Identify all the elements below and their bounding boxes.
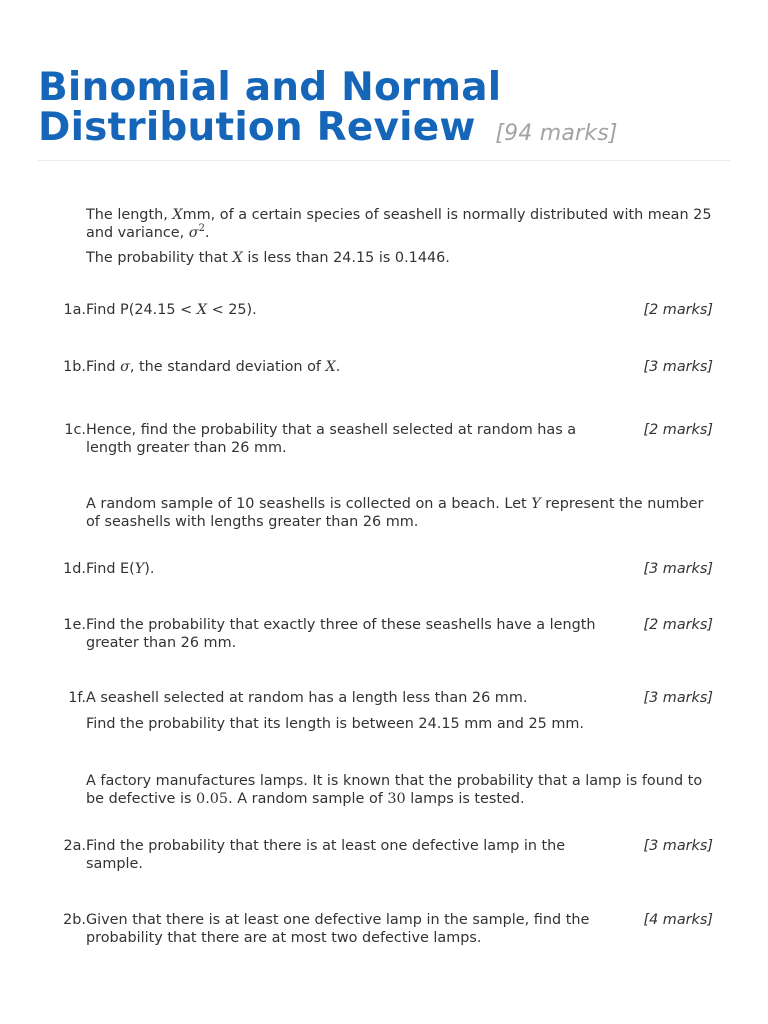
question-1d <box>50 560 716 578</box>
question-number: 1f. <box>68 690 86 706</box>
title-text: Binomial and Normal Distribution Review <box>38 65 502 150</box>
question-text: Given that there is at least one defective lamp in the sample, find the probability that there are at most two defective lamps. <box>86 912 590 946</box>
question-1f <box>50 689 716 733</box>
question-2b <box>50 911 716 947</box>
page-header <box>38 65 730 154</box>
question-marks: [3 marks] <box>643 690 713 706</box>
question-text: Find the probability that there is at least one defective lamp in the sample. <box>86 838 566 872</box>
question-1b <box>50 358 716 376</box>
question-marks: [2 marks] <box>643 422 713 438</box>
question-text: Find P(24.15 < X < 25). <box>86 302 257 318</box>
question-number: 1d. <box>63 561 86 577</box>
stem-3-line-1: A factory manufactures lamps. It is known that the probability that a lamp is found to be defective is 0.05. A random sample of 30 lamps is tested. <box>86 773 703 807</box>
question-number: 1c. <box>64 422 86 438</box>
question-marks: [3 marks] <box>643 838 713 854</box>
total-marks: [94 marks] <box>495 121 618 146</box>
question-stem-1 <box>86 206 716 267</box>
question-stem-3 <box>86 772 716 808</box>
question-1c <box>50 421 716 457</box>
question-number: 1b. <box>63 359 86 375</box>
question-marks: [4 marks] <box>643 912 713 928</box>
stem-2-line-1: A random sample of 10 seashells is collected on a beach. Let Y represent the number of seashells with lengths greater than 26 mm. <box>86 496 704 530</box>
question-text: Hence, find the probability that a seashell selected at random has a length greater than 26 mm. <box>86 422 577 456</box>
stem-1-line-2: The probability that X is less than 24.15 is 0.1446. <box>86 250 450 266</box>
page-title <box>38 65 730 154</box>
question-number: 2b. <box>63 912 86 928</box>
question-number: 1a. <box>63 302 86 318</box>
question-2a <box>50 837 716 873</box>
question-marks: [2 marks] <box>643 617 713 633</box>
question-text: A seashell selected at random has a length less than 26 mm. Find the probability that its length is between 24.15 mm and 25 mm. <box>86 690 584 732</box>
question-1a <box>50 301 716 319</box>
stem-1-line-1: The length, Xmm, of a certain species of seashell is normally distributed with mean 25 and variance, $\sigma^2$. <box>86 207 712 241</box>
question-number: 2a. <box>63 838 86 854</box>
question-marks: [3 marks] <box>643 359 713 375</box>
question-stem-2 <box>86 495 716 531</box>
question-marks: [2 marks] <box>643 302 713 318</box>
question-marks: [3 marks] <box>643 561 713 577</box>
question-text: Find E(Y). <box>86 561 155 577</box>
question-text: Find the probability that exactly three of these seashells have a length greater than 26 mm. <box>86 617 596 651</box>
question-number: 1e. <box>63 617 86 633</box>
question-text: Find σ, the standard deviation of X. <box>86 359 341 375</box>
question-1e <box>50 616 716 652</box>
header-divider <box>38 160 730 161</box>
